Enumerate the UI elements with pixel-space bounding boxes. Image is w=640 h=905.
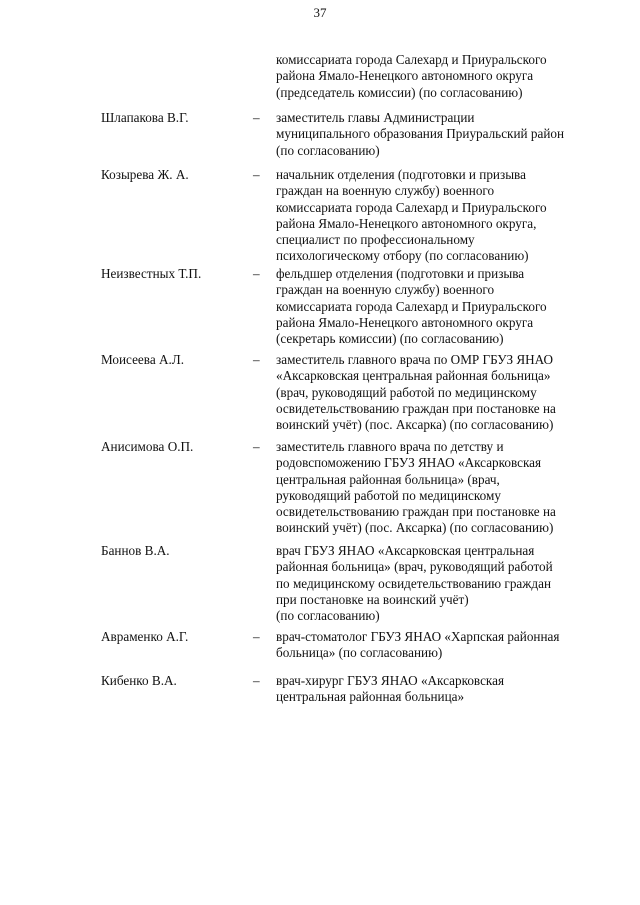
member-role: заместитель главы Администрации муниципального образования Приуральский район (по согласованию) <box>276 110 565 158</box>
page-number: 37 <box>313 5 327 20</box>
member-role: заместитель главного врача по детству и родовспоможению ГБУЗ ЯНАО «Аксарковская центральная районная больница» (врач, руководящий работой по медицинскому освидетельствованию граждан при постановке на воинский учёт) (пос. Аксарка) (по согласованию) <box>276 439 556 536</box>
member-role: врач-стоматолог ГБУЗ ЯНАО «Харпская районная больница» (по согласованию) <box>276 629 560 661</box>
member-dash: – <box>253 673 260 688</box>
member-name: Баннов В.А. <box>101 543 170 558</box>
member-dash: – <box>253 110 260 125</box>
member-name: Моисеева А.Л. <box>101 352 185 367</box>
continued-role-text: комиссариата города Салехард и Приуральского района Ямало-Ненецкого автономного округа (председатель комиссии) (по согласованию) <box>276 52 547 100</box>
member-name: Козырева Ж. А. <box>101 167 189 182</box>
member-name: Анисимова О.П. <box>101 439 194 454</box>
member-role: врач ГБУЗ ЯНАО «Аксарковская центральная районная больница» (врач, руководящий работой по медицинскому освидетельствованию граждан при постановке на воинский учёт) (по согласованию) <box>276 543 553 624</box>
member-name: Шлапакова В.Г. <box>101 110 189 125</box>
member-name: Кибенко В.А. <box>101 673 177 688</box>
member-dash: – <box>253 266 260 281</box>
member-role: врач-хирург ГБУЗ ЯНАО «Аксарковская центральная районная больница» <box>276 673 505 705</box>
member-role: начальник отделения (подготовки и призыва граждан на военную службу) военного комиссариата города Салехард и Приуральского района Ямало-Ненецкого автономного округа, специалист по профессиональному психологическому отбору (по согласованию) <box>276 167 547 264</box>
member-dash: – <box>253 629 260 644</box>
member-name: Авраменко А.Г. <box>101 629 189 644</box>
member-dash: – <box>253 439 260 454</box>
member-role: заместитель главного врача по ОМР ГБУЗ ЯНАО «Аксарковская центральная районная больница» (врач, руководящий работой по медицинскому освидетельствованию граждан при постановке на воинский учёт) (пос. Аксарка) (по согласованию) <box>276 352 556 433</box>
member-name: Неизвестных Т.П. <box>101 266 202 281</box>
member-role: фельдшер отделения (подготовки и призыва граждан на военную службу) военного комиссариата города Салехард и Приуральского района Ямало-Ненецкого автономного округа (секретарь комиссии) (по согласованию) <box>276 266 547 347</box>
member-dash: – <box>253 352 260 367</box>
member-dash: – <box>253 167 260 182</box>
